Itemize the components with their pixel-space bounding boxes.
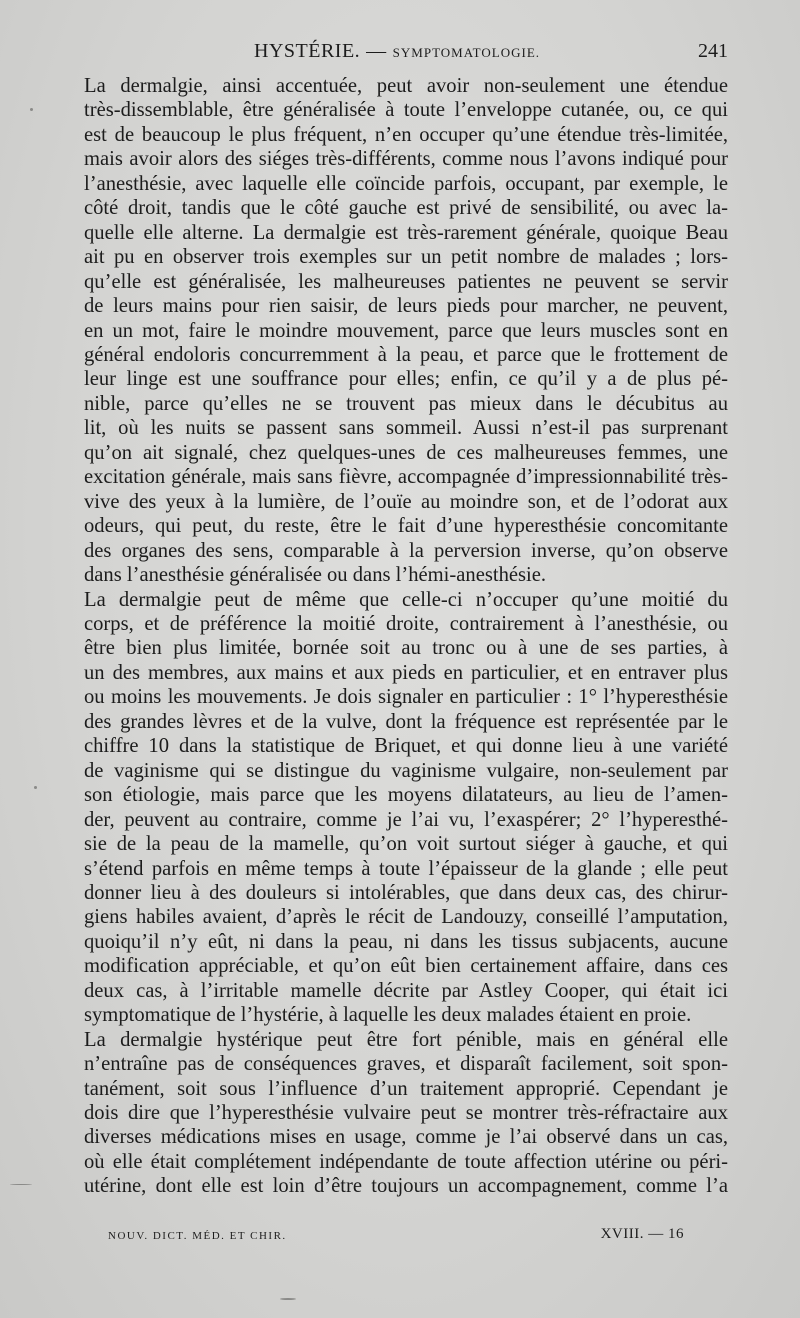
text-line: l’anesthésie, avec laquelle elle coïncide parfois, occupant, par exemple, le bbox=[84, 172, 728, 195]
paragraph bbox=[84, 588, 728, 1028]
text-line: est de beaucoup le plus fréquent, n’en occuper qu’une étendue très-limitée, bbox=[84, 123, 728, 146]
text-line: qu’elle est généralisée, les malheureuses patientes ne peuvent se servir bbox=[84, 270, 728, 293]
text-line: quelle elle alterne. La dermalgie est très-rarement générale, quoique Beau bbox=[84, 221, 728, 244]
text-line: en un mot, faire le moindre mouvement, parce que leurs muscles sont en bbox=[84, 319, 728, 342]
text-line: giens habiles avaient, d’après le récit de Landouzy, conseillé l’amputation, bbox=[84, 906, 728, 929]
text-line: mais avoir alors des siéges très-différents, comme nous l’avons indiqué pour bbox=[84, 148, 728, 171]
text-line: La dermalgie peut de même que celle-ci n’occuper qu’une moitié du bbox=[84, 588, 728, 611]
text-line: où elle était complétement indépendante de toute affection utérine ou péri- bbox=[84, 1150, 728, 1173]
text-line: donner lieu à des douleurs si intolérables, que dans deux cas, des chirur- bbox=[84, 881, 728, 904]
text-line: modification appréciable, et qu’on eût bien certainement affaire, dans ces bbox=[84, 955, 728, 978]
text-line: des grandes lèvres et de la vulve, dont la fréquence est représentée par le bbox=[84, 710, 728, 733]
text-line: dans l’anesthésie généralisée ou dans l’hémi-anesthésie. bbox=[84, 564, 547, 587]
paper-speck bbox=[10, 1184, 32, 1185]
text-line: de leurs mains pour rien saisir, de leurs pieds pour marcher, ne peuvent, bbox=[84, 295, 728, 318]
text-line: n’entraîne pas de conséquences graves, et disparaît facilement, soit spon- bbox=[84, 1053, 728, 1076]
paper-speck bbox=[280, 1298, 296, 1300]
text-line: des organes des sens, comparable à la perversion inverse, qu’on observe bbox=[84, 539, 728, 562]
text-line: être bien plus limitée, bornée soit au tronc ou à une de ses parties, à bbox=[84, 637, 728, 660]
body-text bbox=[84, 74, 728, 1199]
text-line: utérine, dont elle est loin d’être toujours un accompagnement, comme l’a bbox=[84, 1175, 728, 1198]
text-line: de vaginisme qui se distingue du vaginisme vulgaire, non-seulement par bbox=[84, 759, 728, 782]
text-line: symptomatique de l’hystérie, à laquelle les deux malades étaient en proie. bbox=[84, 1004, 692, 1027]
text-line: général endoloris concurremment à la peau, et parce que le frottement de bbox=[84, 343, 728, 366]
text-line: côté droit, tandis que le côté gauche est privé de sensibilité, ou avec la- bbox=[84, 197, 728, 220]
text-line: ait pu en observer trois exemples sur un petit nombre de malades ; lors- bbox=[84, 246, 728, 269]
text-line: leur linge est une souffrance pour elles; enfin, ce qu’il y a de plus pé- bbox=[84, 368, 728, 391]
signature-left: NOUV. DICT. MÉD. ET CHIR. bbox=[108, 1230, 287, 1242]
page-footer bbox=[108, 1226, 684, 1246]
paragraph bbox=[84, 74, 728, 588]
paper-speck bbox=[30, 108, 33, 111]
text-line: vive des yeux à la lumière, de l’ouïe au moindre son, et de l’odorat aux bbox=[84, 490, 728, 513]
text-line: ou moins les mouvements. Je dois signaler en particulier : 1° l’hyperesthésie bbox=[84, 686, 728, 709]
text-line: nible, parce qu’elles ne se trouvent pas mieux dans le décubitus au bbox=[84, 392, 728, 415]
page-header bbox=[84, 40, 728, 70]
text-line: son étiologie, mais parce que les moyens dilatateurs, au lieu de l’amen- bbox=[84, 784, 728, 807]
text-line: sie de la peau de la mamelle, qu’on voit surtout siéger à gauche, et qui bbox=[84, 833, 728, 856]
text-line: qu’on ait signalé, chez quelques-unes de ces malheureuses femmes, une bbox=[84, 441, 728, 464]
text-line: lit, où les nuits se passent sans sommeil. Aussi n’est-il pas surprenant bbox=[84, 417, 728, 440]
text-line: un des membres, aux mains et aux pieds en particulier, et en entraver plus bbox=[84, 661, 728, 684]
text-line: tanément, soit sous l’influence d’un traitement approprié. Cependant je bbox=[84, 1077, 728, 1100]
text-line: diverses médications mises en usage, comme je l’ai observé dans un cas, bbox=[84, 1126, 728, 1149]
paper-speck bbox=[34, 786, 37, 789]
text-line: quoiqu’il n’y eût, ni dans la peau, ni dans les tissus subjacents, aucune bbox=[84, 930, 728, 953]
running-title-main: HYSTÉRIE. bbox=[254, 40, 361, 62]
text-line: très-dissemblable, être généralisée à toute l’enveloppe cutanée, ou, ce qui bbox=[84, 99, 728, 122]
text-line: La dermalgie hystérique peut être fort pénible, mais en général elle bbox=[84, 1028, 728, 1051]
text-line: odeurs, qui peut, du reste, être le fait d’une hyperesthésie concomitante bbox=[84, 515, 728, 538]
paragraph bbox=[84, 1028, 728, 1199]
text-line: excitation générale, mais sans fièvre, accompagnée d’impressionnabilité très- bbox=[84, 466, 728, 489]
text-line: La dermalgie, ainsi accentuée, peut avoir non-seulement une étendue bbox=[84, 75, 728, 97]
text-line: s’étend parfois en même temps à toute l’épaisseur de la glande ; elle peut bbox=[84, 857, 728, 880]
page-number: 241 bbox=[698, 40, 728, 62]
section-title: SYMPTOMATOLOGIE. bbox=[392, 45, 541, 60]
text-line: chiffre 10 dans la statistique de Briquet, et qui donne lieu à une variété bbox=[84, 735, 728, 758]
text-line: deux cas, à l’irritable mamelle décrite par Astley Cooper, qui était ici bbox=[84, 979, 728, 1002]
text-line: dois dire que l’hyperesthésie vulvaire peut se montrer très-réfractaire aux bbox=[84, 1102, 728, 1125]
header-dash: — bbox=[366, 40, 387, 62]
running-title bbox=[254, 40, 540, 63]
signature-right: XVIII. — 16 bbox=[600, 1226, 684, 1242]
text-line: der, peuvent au contraire, comme je l’ai vu, l’exaspérer; 2° l’hyperesthé- bbox=[84, 808, 728, 831]
text-line: corps, et de préférence la moitié droite, contrairement à l’anesthésie, ou bbox=[84, 612, 728, 635]
